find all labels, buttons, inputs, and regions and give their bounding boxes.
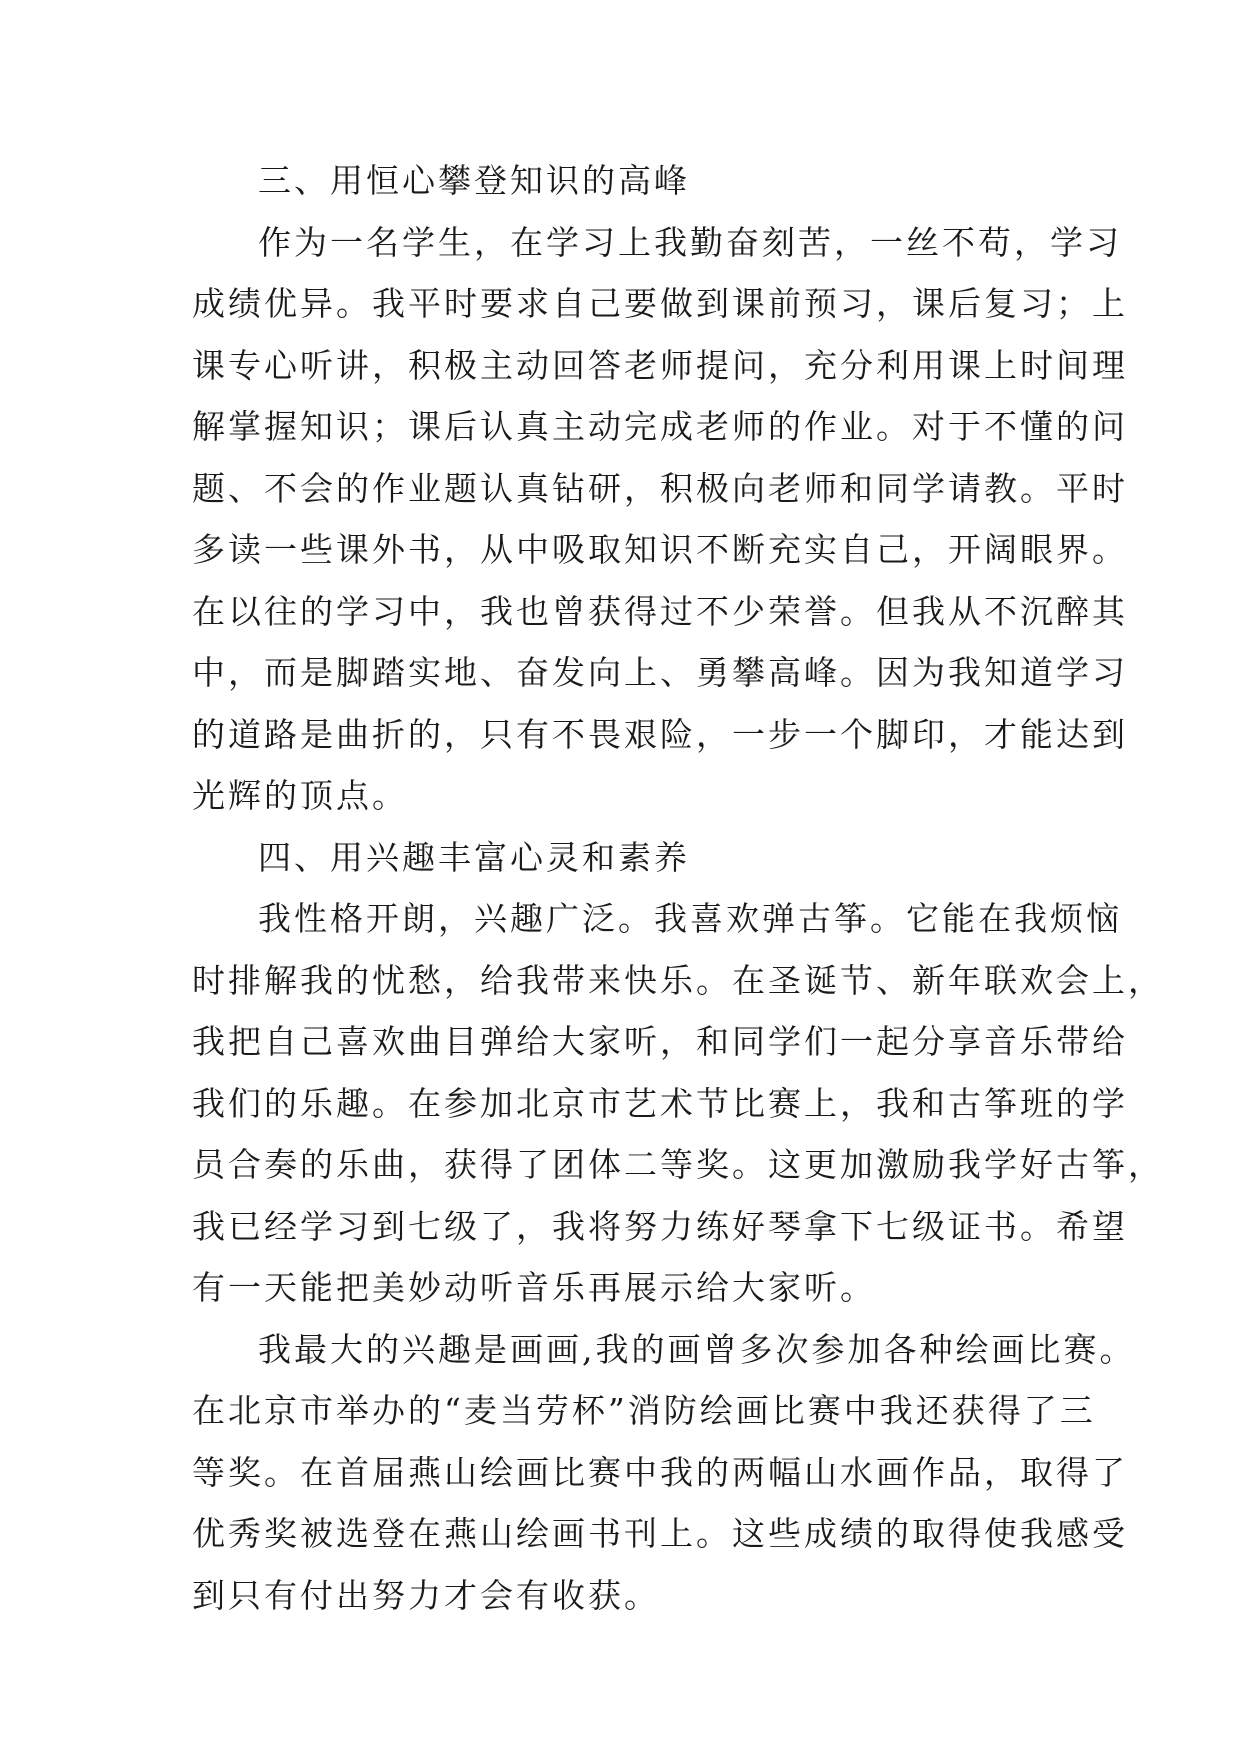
paragraph-line: 解掌握知识；课后认真主动完成老师的作业。对于不懂的问	[192, 407, 1128, 446]
paragraph-line: 光辉的顶点。	[192, 776, 408, 815]
paragraph-line: 优秀奖被选登在燕山绘画书刊上。这些成绩的取得使我感受	[192, 1514, 1128, 1553]
document-body	[192, 150, 1164, 1626]
paragraph-line: 我最大的兴趣是画画,我的画曾多次参加各种绘画比赛。	[258, 1329, 1136, 1369]
paragraph-line: 时排解我的忧愁，给我带来快乐。在圣诞节、新年联欢会上，	[192, 960, 1164, 1000]
section-heading-4: 四、用兴趣丰富心灵和素养	[258, 837, 690, 877]
paragraph-line: 我把自己喜欢曲目弹给大家听，和同学们一起分享音乐带给	[192, 1022, 1128, 1061]
paragraph-line: 有一天能把美妙动听音乐再展示给大家听。	[192, 1268, 876, 1307]
paragraph-line: 成绩优异。我平时要求自己要做到课前预习，课后复习；上	[192, 284, 1128, 323]
paragraph-line: 作为一名学生，在学习上我勤奋刻苦，一丝不苟，学习	[258, 222, 1122, 262]
paragraph-line: 在北京市举办的“麦当劳杯”消防绘画比赛中我还获得了三	[192, 1391, 1096, 1430]
paragraph-line: 我们的乐趣。在参加北京市艺术节比赛上，我和古筝班的学	[192, 1083, 1128, 1123]
section-heading-3: 三、用恒心攀登知识的高峰	[258, 161, 690, 200]
paragraph-line: 在以往的学习中，我也曾获得过不少荣誉。但我从不沉醉其	[192, 591, 1128, 631]
paragraph-line: 我性格开朗，兴趣广泛。我喜欢弹古筝。它能在我烦恼	[258, 899, 1122, 938]
paragraph-line: 员合奏的乐曲，获得了团体二等奖。这更加激励我学好古筝，	[192, 1145, 1164, 1184]
paragraph-line: 的道路是曲折的，只有不畏艰险，一步一个脚印，才能达到	[192, 714, 1128, 754]
paragraph-line: 课专心听讲，积极主动回答老师提问，充分利用课上时间理	[192, 345, 1128, 385]
paragraph-line: 等奖。在首届燕山绘画比赛中我的两幅山水画作品，取得了	[192, 1452, 1128, 1492]
paragraph-line: 我已经学习到七级了，我将努力练好琴拿下七级证书。希望	[192, 1206, 1128, 1246]
paragraph-line: 多读一些课外书，从中吸取知识不断充实自己，开阔眼界。	[192, 530, 1128, 569]
paragraph-line: 题、不会的作业题认真钻研，积极向老师和同学请教。平时	[192, 468, 1128, 508]
paragraph-line: 中，而是脚踏实地、奋发向上、勇攀高峰。因为我知道学习	[192, 653, 1128, 692]
paragraph-line: 到只有付出努力才会有收获。	[192, 1575, 660, 1615]
